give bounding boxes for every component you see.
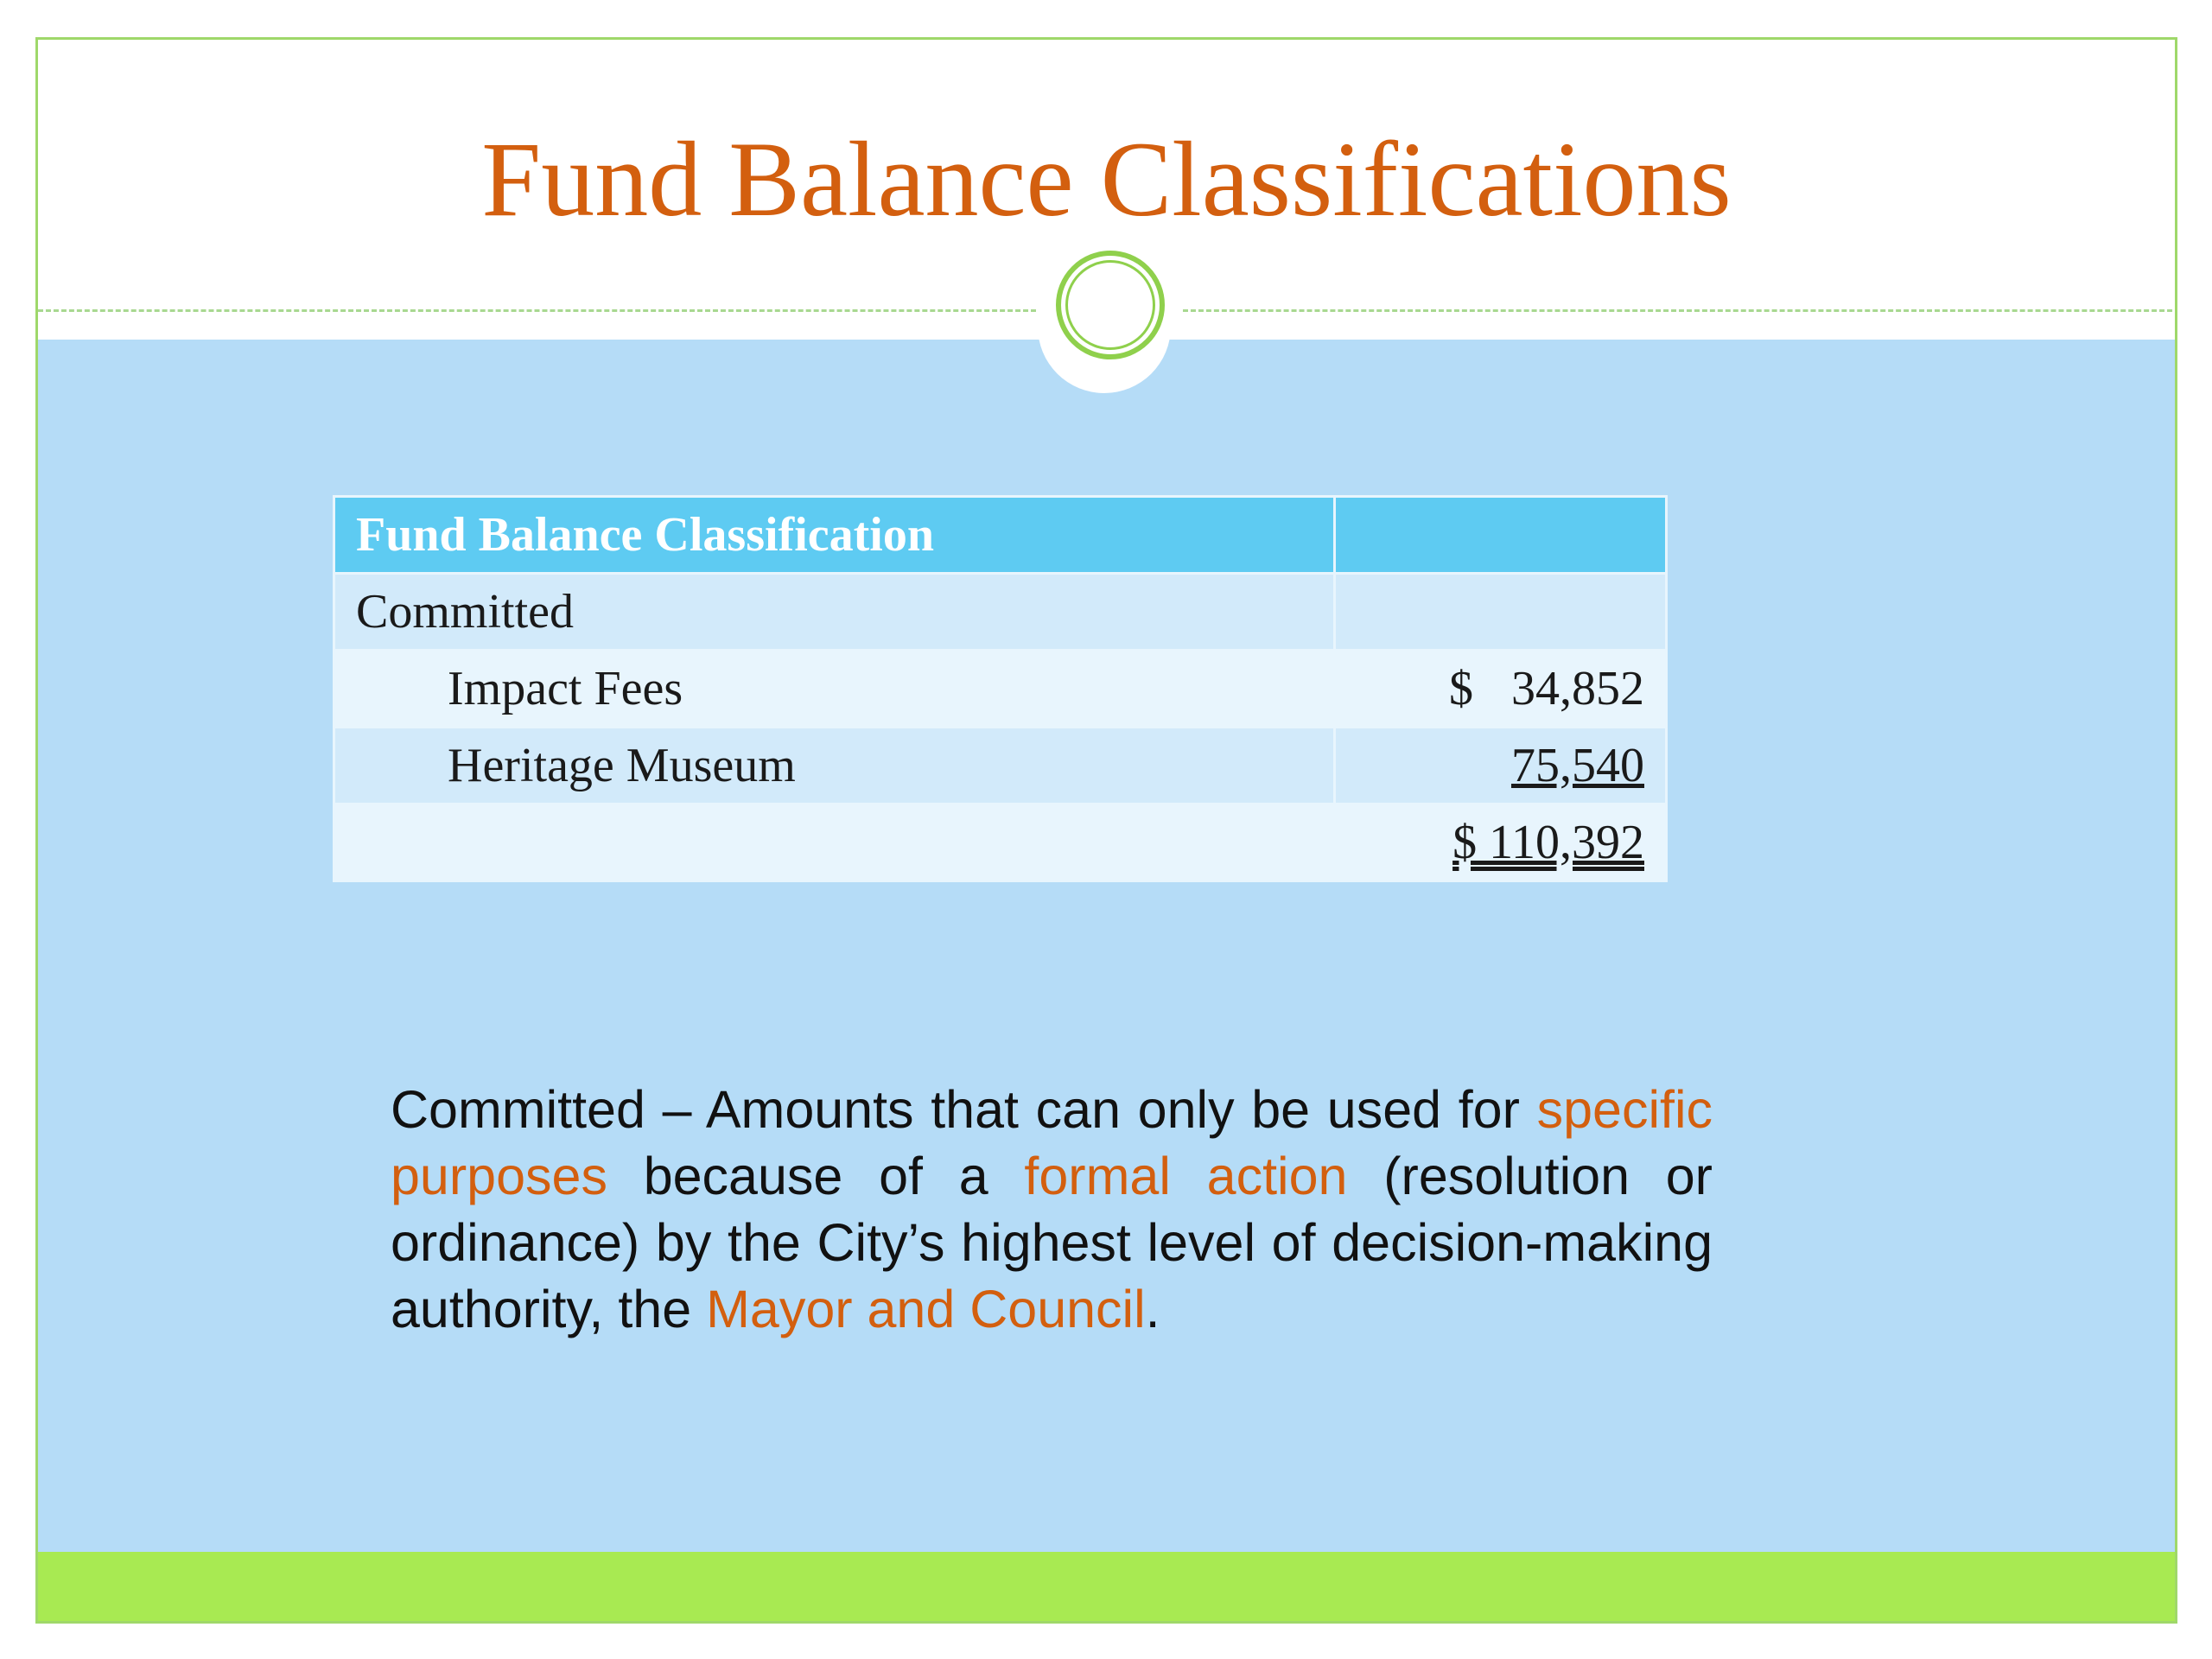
row-label-committed: Committed: [334, 574, 1335, 651]
row-label-total: [334, 804, 1335, 881]
row-value-committed: [1335, 574, 1667, 651]
total-amount: $ 110,392: [1452, 816, 1644, 869]
header-divider-left: [38, 309, 1036, 312]
row-value-total: [1335, 804, 1667, 881]
slide-title: Fund Balance Classifications: [481, 120, 1732, 238]
description-part-2: because of a: [607, 1147, 1025, 1205]
table-row: [334, 804, 1667, 881]
impact-fees-amount: 34,852: [1511, 662, 1644, 715]
fund-balance-table: [333, 495, 1668, 882]
table-row: [334, 728, 1667, 804]
header-divider-right: [1183, 309, 2177, 312]
footer-bar: [38, 1552, 2175, 1624]
highlight-formal-action: formal action: [1024, 1147, 1348, 1205]
row-value-heritage-museum: [1335, 728, 1667, 804]
row-label-heritage-museum: Heritage Museum: [334, 728, 1335, 804]
description-part-4: .: [1145, 1280, 1160, 1338]
row-value-impact-fees: [1335, 651, 1667, 728]
table-row: [334, 651, 1667, 728]
highlight-mayor-and-council: Mayor and Council: [706, 1280, 1146, 1338]
row-label-impact-fees: Impact Fees: [334, 651, 1335, 728]
circle-ornament-icon: [1056, 251, 1165, 359]
description-part-1: Committed – Amounts that can only be used for: [391, 1080, 1537, 1139]
highlight-specific-purposes: specific purposes: [391, 1080, 1713, 1205]
table-header-row: [334, 497, 1667, 574]
description-part-3: (resolution or ordinance) by the City’s highest level of decision-making authority, the: [391, 1147, 1713, 1338]
currency-symbol: $: [1449, 662, 1473, 715]
table-header-label: Fund Balance Classification: [334, 497, 1335, 574]
table-row: [334, 574, 1667, 651]
heritage-museum-amount: 75,540: [1511, 739, 1644, 792]
table-header-value: [1335, 497, 1667, 574]
committed-description: [391, 1077, 1713, 1343]
